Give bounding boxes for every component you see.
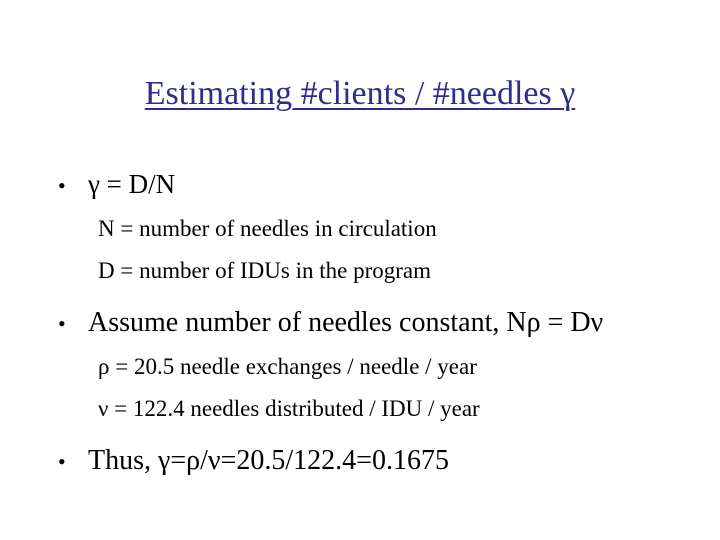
bullet-result <box>58 442 449 481</box>
bullet-text: Assume number of needles constant, Nρ = Dν <box>88 307 604 338</box>
sub-item-nu-value: ν = 122.4 needles distributed / IDU / year <box>98 396 480 421</box>
bullet-assumption <box>58 304 603 343</box>
bullet-gamma-definition <box>58 166 175 204</box>
slide-title <box>0 72 720 116</box>
bullet-text: γ = D/N <box>88 169 176 199</box>
bullet-marker: • <box>58 311 66 336</box>
sub-item-rho-value: ρ = 20.5 needle exchanges / needle / year <box>98 354 477 379</box>
bullet-text: Thus, γ=ρ/ν=20.5/122.4=0.1675 <box>88 445 449 476</box>
sub-item-d-definition: D = number of IDUs in the program <box>98 258 431 283</box>
sub-item-n-definition: N = number of needles in circulation <box>98 216 437 241</box>
bullet-marker: • <box>58 173 66 198</box>
bullet-marker: • <box>58 449 66 474</box>
slide-title-text: Estimating #clients / #needles γ <box>144 75 576 112</box>
